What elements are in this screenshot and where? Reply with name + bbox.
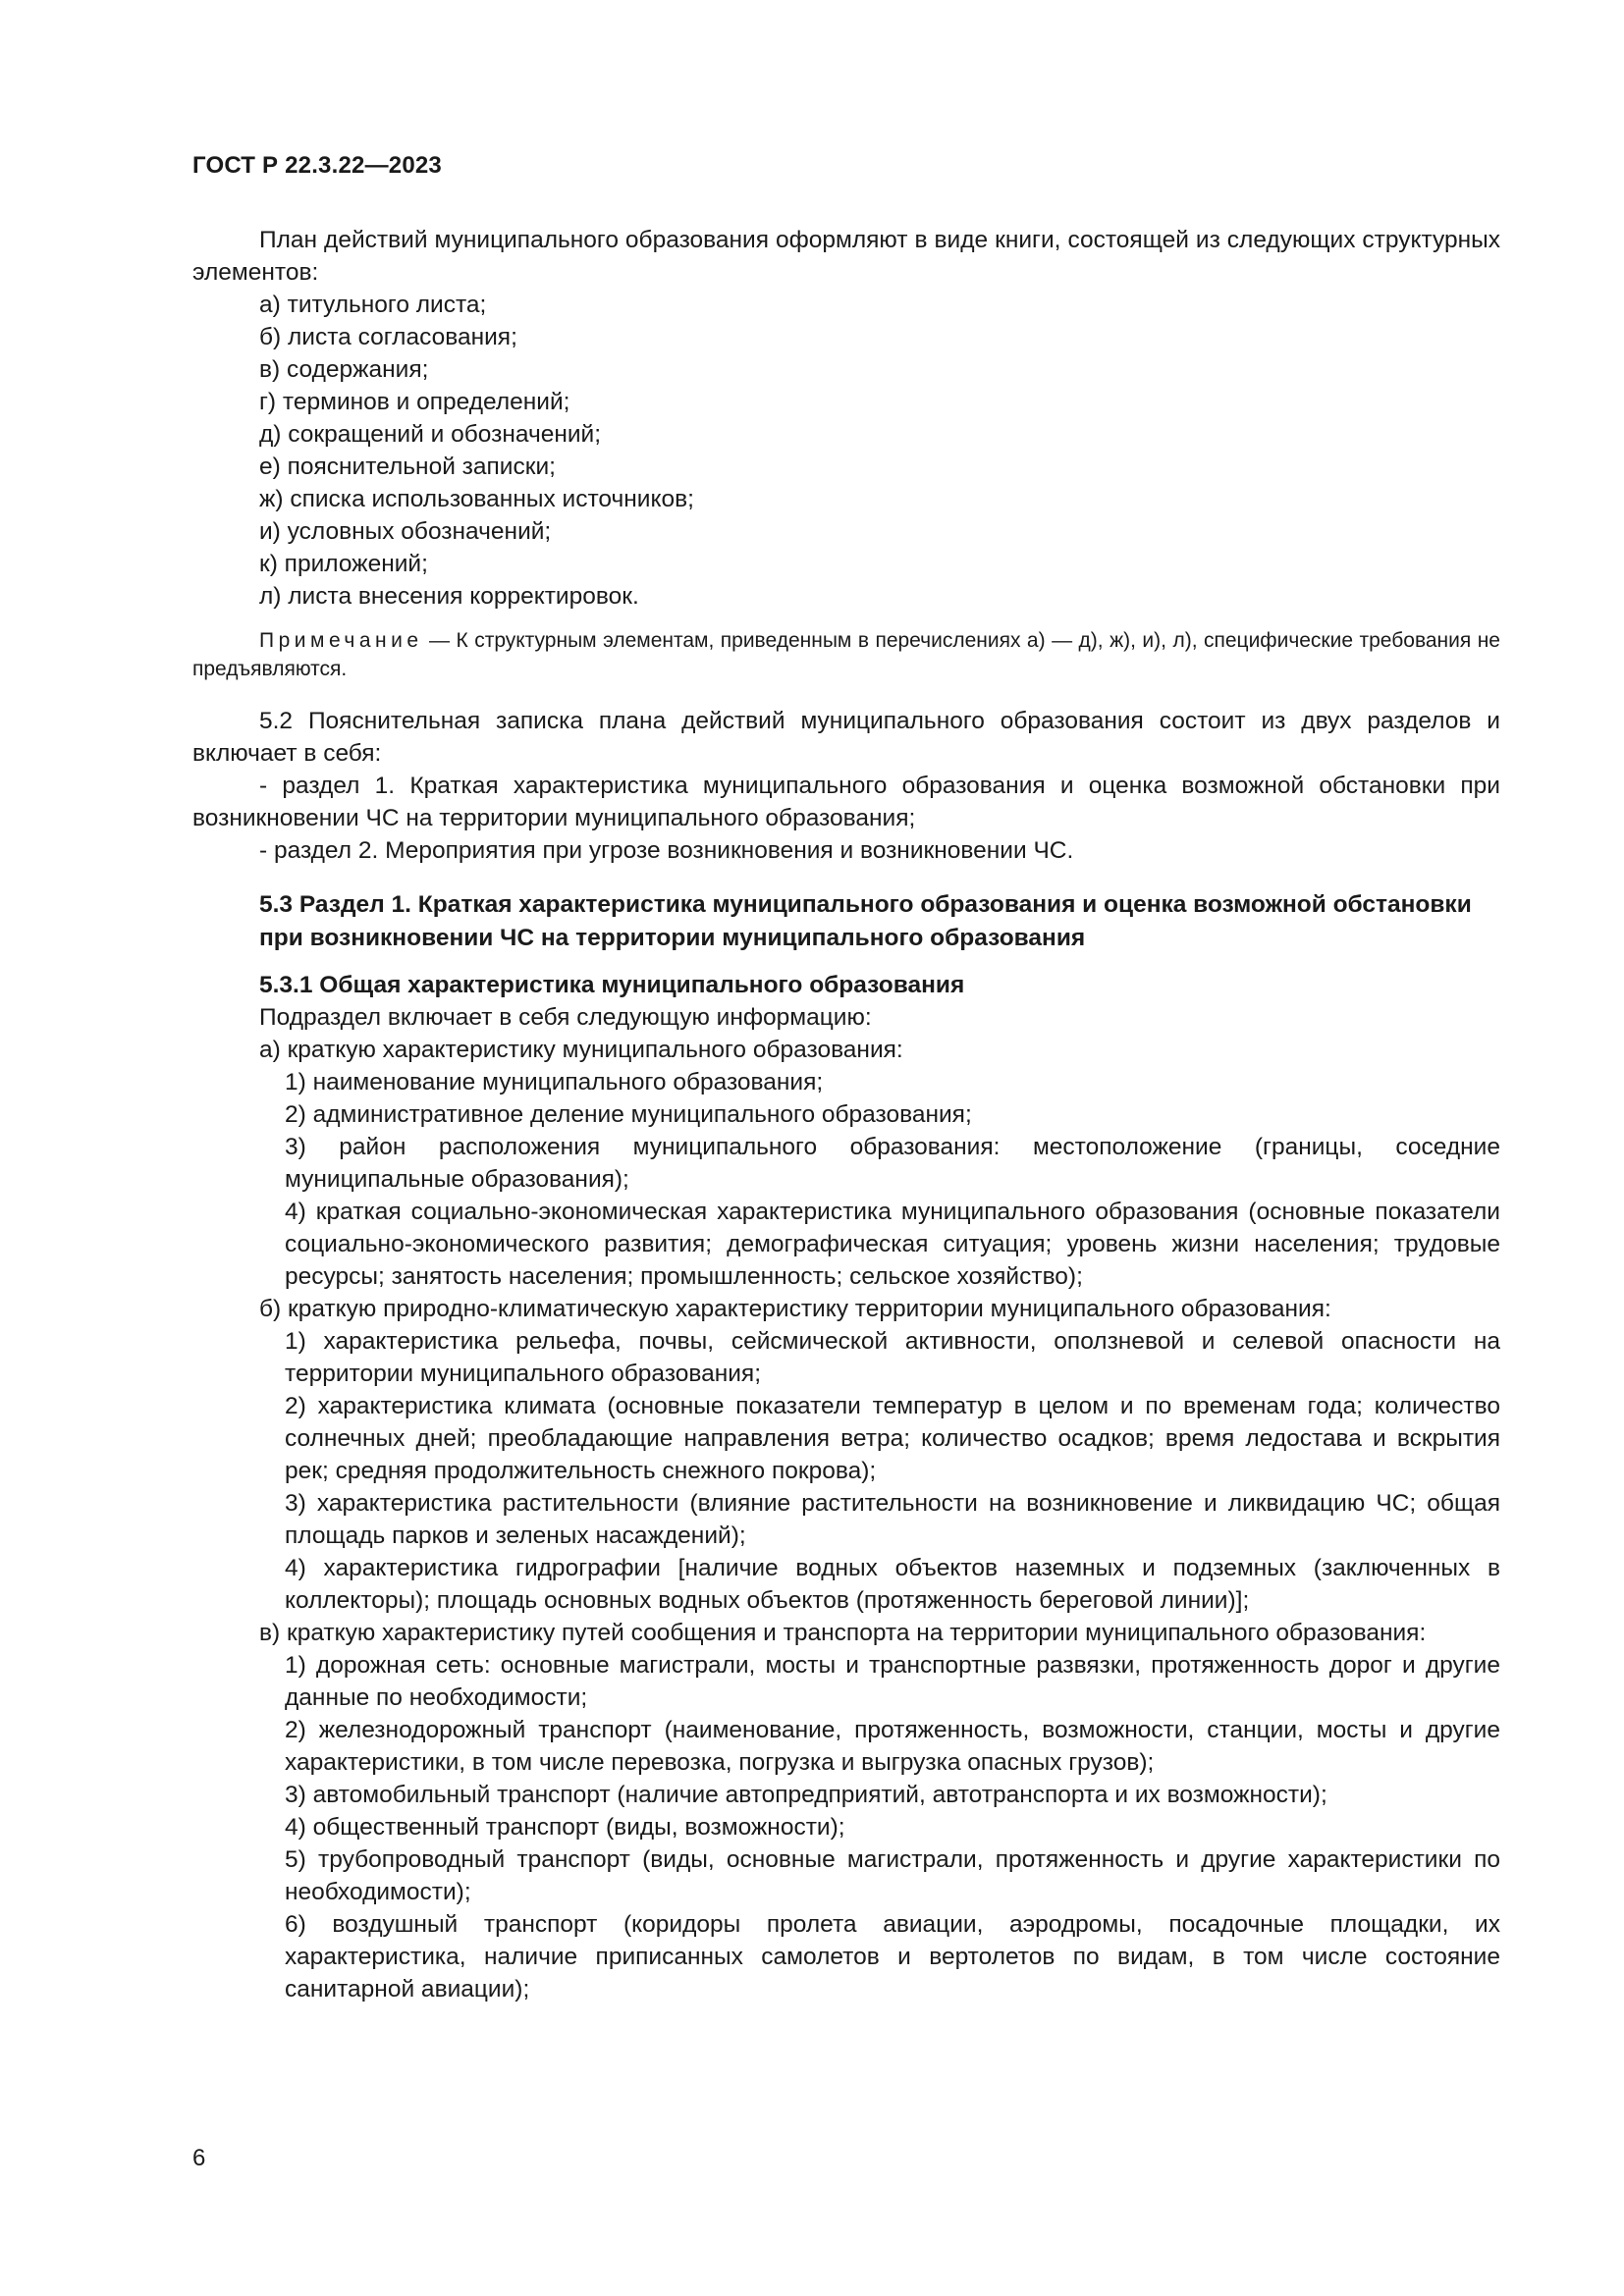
list-item: 1) наименование муниципального образования; (285, 1069, 824, 1095)
list-item: 2) административное деление муниципального образования; (285, 1101, 972, 1128)
list-item: 3) характеристика растительности (влияние растительности на возникновение и ликвидацию ЧС; общая площадь парков и зеленых насаждений); (285, 1490, 1500, 1549)
list-item: 3) район расположения муниципального образования: местоположение (границы, соседние муниципальные образования); (285, 1134, 1500, 1193)
list-item-b: б) краткую природно-климатическую характеристику территории муниципального образования: (259, 1296, 1331, 1322)
list-item: - раздел 2. Мероприятия при угрозе возникновения и возникновении ЧС. (259, 837, 1074, 864)
list-item: 5) трубопроводный транспорт (виды, основные магистрали, протяженность и другие характеристики по необходимости); (285, 1846, 1500, 1905)
list-item: а) титульного листа; (259, 292, 487, 318)
list-item: б) листа согласования; (259, 324, 517, 350)
section-5-3-1-heading: 5.3.1 Общая характеристика муниципального образования (259, 972, 965, 998)
list-item: 2) железнодорожный транспорт (наименование, протяженность, возможности, станции, мосты и другие характеристики, в том числе перевозка, погрузка и выгрузка опасных грузов); (285, 1717, 1500, 1776)
list-item: 1) характеристика рельефа, почвы, сейсмической активности, оползневой и селевой опасности на территории муниципального образования; (285, 1328, 1500, 1387)
list-item: 3) автомобильный транспорт (наличие автопредприятий, автотранспорта и их возможности); (285, 1782, 1327, 1808)
list-item: 4) общественный транспорт (виды, возможности); (285, 1814, 845, 1841)
page-content (192, 224, 1500, 2005)
note-text: — К структурным элементам, приведенным в перечислениях а) — д), ж), и), л), специфические требования не предъявляются. (192, 629, 1500, 680)
list-item: к) приложений; (259, 551, 428, 577)
list-item: г) терминов и определений; (259, 389, 570, 415)
list-item-v: в) краткую характеристику путей сообщения и транспорта на территории муниципального образования: (259, 1620, 1427, 1646)
list-item: и) условных обозначений; (259, 518, 552, 545)
list-item: в) содержания; (259, 356, 429, 383)
list-item-a: а) краткую характеристику муниципального образования: (259, 1037, 903, 1063)
section-5-2-paragraph: 5.2 Пояснительная записка плана действий муниципального образования состоит из двух разделов и включает в себя: (192, 708, 1500, 767)
section-5-3-heading: 5.3 Раздел 1. Краткая характеристика муниципального образования и оценка возможной обстановки при возникновении ЧС на территории муниципального образования (259, 891, 1472, 951)
note-label: Примечание (259, 629, 423, 652)
list-item: л) листа внесения корректировок. (259, 583, 639, 610)
list-item: 2) характеристика климата (основные показатели температур в целом и по временам года; количество солнечных дней; преобладающие направления ветра; количество осадков; время ледостава и вскрытия рек; средняя продолжительность снежного покрова); (285, 1393, 1500, 1484)
list-item: - раздел 1. Краткая характеристика муниципального образования и оценка возможной обстановки при возникновении ЧС на территории муниципального образования; (192, 773, 1500, 831)
list-item: 4) характеристика гидрографии [наличие водных объектов наземных и подземных (заключенных в коллекторы); площадь основных водных объектов (протяженность береговой линии)]; (285, 1555, 1500, 1614)
list-item: д) сокращений и обозначений; (259, 421, 602, 448)
list-item: е) пояснительной записки; (259, 454, 556, 480)
page-number: 6 (192, 2145, 206, 2171)
document-code-header: ГОСТ Р 22.3.22—2023 (192, 152, 442, 179)
list-item: ж) списка использованных источников; (259, 486, 694, 512)
note (192, 626, 1500, 683)
subsection-intro: Подраздел включает в себя следующую информацию: (259, 1004, 872, 1031)
list-item: 6) воздушный транспорт (коридоры пролета авиации, аэродромы, посадочные площадки, их характеристика, наличие приписанных самолетов и вертолетов по видам, в том числе состояние санитарной авиации); (285, 1911, 1500, 2002)
intro-paragraph: План действий муниципального образования оформляют в виде книги, состоящей из следующих структурных элементов: (192, 227, 1500, 286)
list-item: 4) краткая социально-экономическая характеристика муниципального образования (основные показатели социально-экономического развития; демографическая ситуация; уровень жизни населения; трудовые ресурсы; занятость населения; промышленность; сельское хозяйство); (285, 1199, 1500, 1290)
list-item: 1) дорожная сеть: основные магистрали, мосты и транспортные развязки, протяженность дорог и другие данные по необходимости; (285, 1652, 1500, 1711)
